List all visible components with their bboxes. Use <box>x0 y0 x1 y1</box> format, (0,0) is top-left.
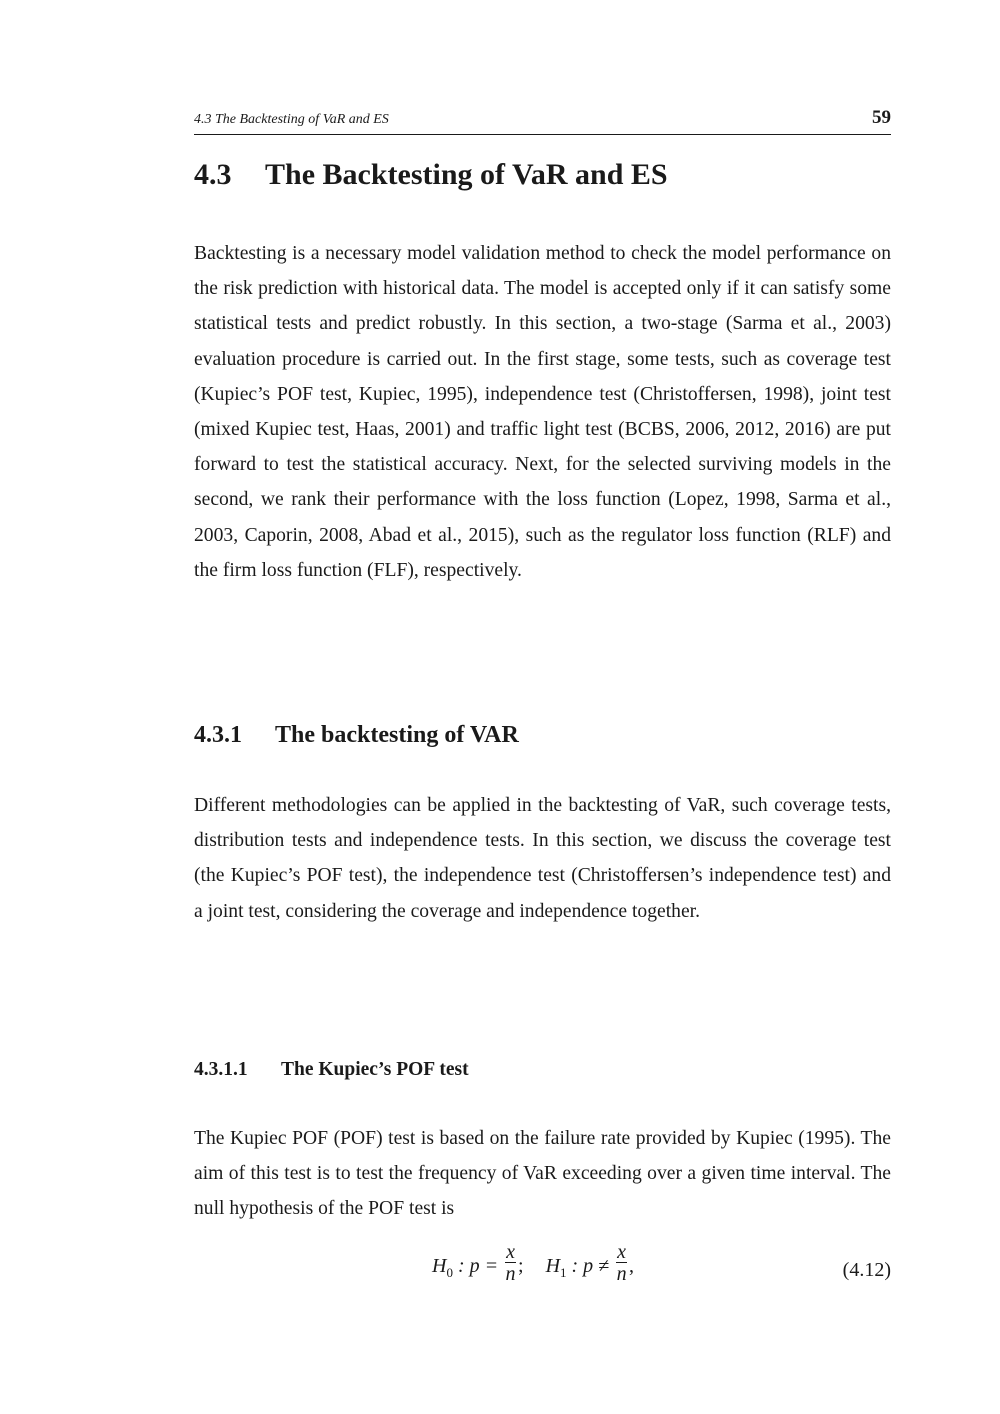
equation-number: (4.12) <box>842 1259 891 1281</box>
h1-symbol: H <box>545 1255 561 1278</box>
running-header <box>194 108 891 135</box>
subsubsection-paragraph: The Kupiec POF (POF) test is based on the failure rate provided by Kupiec (1995). The aim of this test is to test the frequency of VaR exceeding over a given time interval. The null hypothesis of the POF test is <box>194 1128 891 1220</box>
subsubsection-number: 4.3.1.1 <box>194 1059 248 1080</box>
h0-numerator: x <box>506 1241 515 1263</box>
h0-subscript: 0 <box>446 1265 453 1281</box>
h0-relation: : p = <box>452 1255 504 1278</box>
section-paragraph: Backtesting is a necessary model validation method to check the model performance on the risk prediction with historical data. The model is accepted only if it can satisfy some statistical tests and predict robustly. In this section, a two-stage (Sarma et al., 2003) evaluation procedure is carried out. In the first stage, some tests, such as coverage test (Kupiec’s POF test, Kupiec, 1995), independence test (Christoffersen, 1998), joint test (mixed Kupiec test, Haas, 2001) and traffic light test (BCBS, 2006, 2012, 2016) are put forward to test the statistical accuracy. Next, for the selected surviving models in the second, we rank their performance with the loss function (Lopez, 1998, Sarma et al., 2003, Caporin, 2008, Abad et al., 2015), such as the regulator loss function (RLF) and the firm loss function (FLF), respectively. <box>194 243 891 581</box>
section-title: The Backtesting of VaR and ES <box>265 158 668 191</box>
subsection-heading <box>194 722 519 749</box>
separator-comma: , <box>629 1255 635 1278</box>
subsection-title: The backtesting of VAR <box>275 722 519 748</box>
running-title: 4.3 The Backtesting of VaR and ES <box>194 112 389 127</box>
h1-relation: : p ≠ <box>566 1255 615 1278</box>
subsubsection-title: The Kupiec’s POF test <box>281 1059 469 1080</box>
section-number: 4.3 <box>194 158 232 191</box>
h1-subscript: 1 <box>560 1265 567 1281</box>
h0-fraction <box>505 1242 516 1285</box>
section-heading <box>194 158 668 192</box>
h0-denominator: n <box>505 1263 516 1285</box>
subsubsection-heading <box>194 1059 469 1081</box>
h1-denominator: n <box>616 1263 627 1285</box>
h0-symbol: H <box>432 1255 447 1278</box>
page-number: 59 <box>872 107 891 128</box>
separator-semicolon: ; <box>518 1255 524 1278</box>
equation-4-12 <box>194 1241 891 1300</box>
subsection-paragraph: Different methodologies can be applied in the backtesting of VaR, such coverage tests, distribution tests and independence tests. In this section, we discuss the coverage test (the Kupiec’s POF test), the independence test (Christoffersen’s independence test) and a joint test, considering the coverage and independence together. <box>194 795 891 922</box>
h1-fraction <box>616 1242 627 1285</box>
equation-body <box>432 1241 635 1289</box>
h1-numerator: x <box>617 1241 627 1263</box>
subsection-number: 4.3.1 <box>194 722 242 748</box>
